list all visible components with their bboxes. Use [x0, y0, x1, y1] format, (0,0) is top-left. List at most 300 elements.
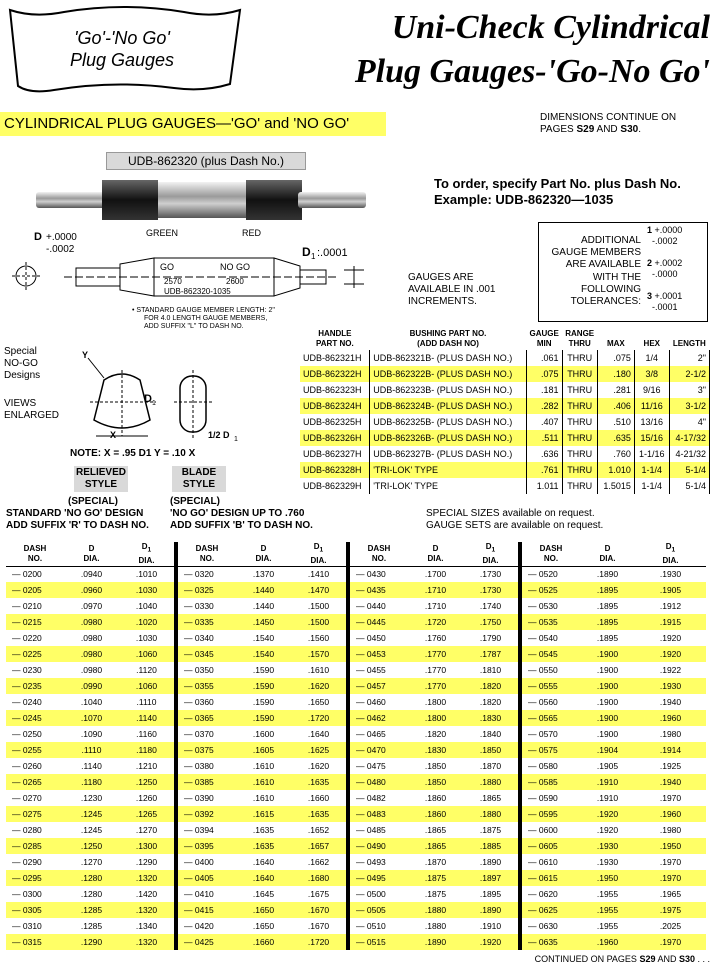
d-dia-cell: .1090 [80, 729, 103, 740]
handle-part-cell: UDB-862324H [300, 398, 370, 414]
handle-part-cell: UDB-862323H [300, 382, 370, 398]
handle-header: HANDLE PART NO. [316, 329, 354, 348]
order-line1: To order, specify Part No. plus Dash No. [434, 176, 681, 191]
dash-no-cell: — 0455 [356, 665, 386, 676]
length-cell: 3" [669, 382, 709, 398]
d-dia-cell: .1070 [64, 710, 119, 726]
handle-part-cell: UDB-862326H [300, 430, 370, 446]
d1-dia-cell: .1925 [659, 761, 682, 772]
d1-dia-cell: .1920 [635, 646, 706, 662]
d-header: D DIA. [408, 542, 463, 566]
d1-dia-cell: .1830 [463, 710, 518, 726]
length-cell: 5-1/4 [669, 478, 709, 494]
d-dia-cell: .1895 [580, 582, 635, 598]
continued-page1: S29 [639, 954, 656, 964]
bushing-part-cell: UDB-862327B- (PLUS DASH NO.) [370, 446, 527, 462]
dash-no-cell: — 0590 [528, 793, 558, 804]
d1-header: $D_1$ DIA. [635, 542, 706, 566]
hex-cell: 1-1/16 [634, 446, 669, 462]
dash-no-cell: — 0230 [12, 665, 42, 676]
d1-dia-cell: .1810 [479, 665, 502, 676]
d1-dia-cell: .1720 [291, 710, 346, 726]
d1-dia-cell: .1652 [307, 825, 330, 836]
thru-cell: THRU [562, 446, 597, 462]
d-dia-cell: .1245 [80, 825, 103, 836]
tol-intro-3: ARE AVAILABLE [565, 259, 641, 271]
dash-header: DASH NO. [6, 542, 64, 566]
d1-dia-cell: .1160 [136, 729, 157, 740]
continued-and: AND [655, 954, 679, 964]
hex-cell: 1/4 [634, 350, 669, 366]
length-cell: 5-1/4 [669, 462, 709, 478]
handle-table-row [300, 350, 710, 366]
dash-no-cell: — 0265 [6, 774, 64, 790]
dash-no-cell: — 0605 [522, 838, 580, 854]
d1-dia-cell: .1650 [307, 697, 330, 708]
d-dia-cell: .1760 [424, 633, 447, 644]
d1-dia-cell: .1865 [479, 793, 502, 804]
hex-cell: 1-1/4 [634, 478, 669, 494]
dim-note-page1: S29 [576, 124, 595, 135]
d-label: D [34, 231, 42, 243]
d1-dia-cell: .1640 [307, 729, 330, 740]
dash-no-cell: — 0400 [184, 857, 214, 868]
d1-dia-cell: .1320 [119, 934, 174, 950]
d-dia-cell: .1590 [236, 710, 291, 726]
tol-2-minus: -.0000 [652, 269, 678, 279]
handle-part-cell: UDB-862329H [300, 478, 370, 494]
dash-no-cell: — 0255 [6, 742, 64, 758]
d-dia-cell: .1270 [80, 857, 103, 868]
length-header: LENGTH [672, 339, 706, 348]
special-1: Special [4, 346, 37, 357]
dash-no-cell: — 0275 [6, 806, 64, 822]
dash-no-cell: — 0555 [522, 678, 580, 694]
dash-no-cell: — 0350 [184, 665, 214, 676]
max-header: MAX [606, 339, 625, 348]
increments-2: AVAILABLE IN .001 [408, 284, 496, 295]
d1-dia-cell: .1820 [463, 678, 518, 694]
dash-no-cell: — 0335 [178, 614, 236, 630]
d-dia-cell: .1890 [408, 934, 463, 950]
blade-design-text [170, 496, 350, 532]
hex-cell: 13/16 [634, 414, 669, 430]
dash-table-row [6, 934, 706, 950]
dash-no-cell: — 0490 [350, 838, 408, 854]
d-dia-cell: .1245 [64, 806, 119, 822]
d-dia-cell: .1900 [580, 710, 635, 726]
d-dia-cell: .1285 [80, 921, 103, 932]
banner-ribbon [4, 4, 244, 96]
max-cell: 1.5015 [597, 478, 634, 494]
d-dia-cell: .1605 [236, 742, 291, 758]
dash-no-cell: — 0240 [12, 697, 42, 708]
dash-no-cell: — 0290 [12, 857, 42, 868]
d1-dia-cell: .1657 [291, 838, 346, 854]
d1-dia-cell: .1740 [479, 601, 502, 612]
dash-no-cell: — 0585 [522, 774, 580, 790]
dash-no-cell: — 0330 [184, 601, 214, 612]
d1-dia-cell: .1914 [635, 742, 706, 758]
d-dia-cell: .1250 [64, 838, 119, 854]
d1-dia-cell: .1905 [635, 582, 706, 598]
d-dia-cell: .1960 [580, 934, 635, 950]
d-dia-cell: .1870 [424, 857, 447, 868]
dash-no-cell: — 0430 [356, 569, 386, 580]
bushing-part-cell: 'TRI-LOK' TYPE [370, 478, 527, 494]
d-dia-cell: .1280 [80, 889, 103, 900]
dash-no-cell: — 0620 [528, 889, 558, 900]
thru-cell: THRU [562, 366, 597, 382]
d-dia-cell: .1635 [252, 825, 275, 836]
dash-no-cell: — 0570 [528, 729, 558, 740]
banner-line2: Plug Gauges [69, 50, 175, 70]
dash-no-cell: — 0385 [178, 774, 236, 790]
d-dia-cell: .1955 [580, 902, 635, 918]
dash-no-cell: — 0220 [12, 633, 42, 644]
d1-dia-cell: .1500 [307, 601, 330, 612]
dash-no-cell: — 0625 [522, 902, 580, 918]
bushing-part-cell: UDB-862321B- (PLUS DASH NO.) [370, 350, 527, 366]
d1-dia-cell: .1662 [307, 857, 330, 868]
d1-dia-cell: .1920 [463, 934, 518, 950]
d1-dia-cell: .1675 [307, 889, 330, 900]
dash-no-cell: — 0295 [6, 870, 64, 886]
d1-dia-cell: .1880 [463, 774, 518, 790]
thru-cell: THRU [562, 414, 597, 430]
min-cell: .761 [526, 462, 562, 478]
dash-table-row [6, 630, 706, 646]
d-dia-cell: .1370 [252, 569, 275, 580]
dash-header: DASH NO. [350, 542, 408, 566]
blade-special: (SPECIAL) [170, 496, 220, 507]
d-dia-cell: .0980 [80, 665, 103, 676]
dash-no-cell: — 0315 [6, 934, 64, 950]
length-cell: 4-17/32 [669, 430, 709, 446]
d-dia-cell: .1820 [424, 729, 447, 740]
d-dia-cell: .1895 [580, 614, 635, 630]
bushing-part-cell: UDB-862326B- (PLUS DASH NO.) [370, 430, 527, 446]
dash-table-row [6, 582, 706, 598]
dash-no-cell: — 0425 [178, 934, 236, 950]
value-2600: 2600 [226, 277, 244, 286]
d1-dia-cell: .1020 [119, 614, 174, 630]
dash-table [6, 542, 706, 950]
dash-no-cell: — 0395 [178, 838, 236, 854]
d1-dia-cell: .1970 [659, 793, 682, 804]
dash-no-cell: — 0505 [350, 902, 408, 918]
d1-dia-cell: .1790 [479, 633, 502, 644]
d1-dia-cell: .1970 [635, 870, 706, 886]
d1-dia-cell: .1040 [135, 601, 158, 612]
d1-dia-cell: .1840 [479, 729, 502, 740]
dash-no-cell: — 0415 [178, 902, 236, 918]
d1-dia-cell: .1730 [463, 582, 518, 598]
d1-dia-cell: .1470 [291, 582, 346, 598]
d1-sub: 1 [311, 252, 316, 261]
dash-no-cell: — 0457 [350, 678, 408, 694]
d1-dia-cell: .1010 [135, 569, 158, 580]
d1-dia-cell: .1260 [135, 793, 158, 804]
dash-no-cell: — 0453 [350, 646, 408, 662]
d1-dia-cell: .1320 [119, 870, 174, 886]
handle-table-row [300, 446, 710, 462]
d-dia-cell: .0980 [64, 614, 119, 630]
d-tol-plus: +.0000 [46, 232, 77, 243]
hex-cell: 3/8 [634, 366, 669, 382]
dash-no-cell: — 0250 [12, 729, 42, 740]
d-dia-cell: .1710 [424, 601, 447, 612]
d-dia-cell: .1900 [580, 678, 635, 694]
dash-no-cell: — 0355 [178, 678, 236, 694]
increments-3: INCREMENTS. [408, 296, 477, 307]
std-line3: ADD SUFFIX 'R' TO DASH NO. [6, 520, 149, 531]
max-cell: .281 [597, 382, 634, 398]
dash-no-cell: — 0375 [178, 742, 236, 758]
d1-dia-cell: .1895 [479, 889, 502, 900]
tol-1-plus: +.0000 [654, 225, 683, 235]
d-dia-cell: .1930 [580, 838, 635, 854]
d-dia-cell: .1230 [80, 793, 103, 804]
d1-dia-cell: .1110 [136, 697, 157, 708]
d-dia-cell: .1440 [252, 601, 275, 612]
dash-no-cell: — 0475 [356, 761, 386, 772]
dash-no-cell: — 0210 [12, 601, 42, 612]
page-title [250, 6, 710, 94]
gauge-drawing [4, 228, 404, 338]
handle-table [300, 328, 710, 494]
d1-dia-cell: .1030 [135, 633, 158, 644]
d-dia-cell: .1645 [252, 889, 275, 900]
tol-intro-1: ADDITIONAL [580, 235, 641, 246]
d1-dia-cell: .1270 [135, 825, 158, 836]
d1-dia-cell: .2025 [659, 921, 682, 932]
dash-no-cell: — 0635 [522, 934, 580, 950]
green-label: GREEN [146, 228, 179, 238]
d1-dia-cell: .1140 [119, 710, 174, 726]
d1-dia-cell: .1290 [135, 857, 158, 868]
dash-no-cell: — 0615 [522, 870, 580, 886]
d-dia-cell: .1110 [64, 742, 119, 758]
dash-table-row [6, 902, 706, 918]
dash-no-cell: — 0483 [350, 806, 408, 822]
d-dia-cell: .1290 [64, 934, 119, 950]
d-tol-minus: -.0002 [46, 244, 75, 255]
dash-table-row [6, 598, 706, 614]
blade-line3: ADD SUFFIX 'B' TO DASH NO. [170, 520, 313, 531]
drawing-note-3: ADD SUFFIX "L" TO DASH NO. [144, 323, 244, 330]
special-sizes-2: GAUGE SETS are available on request. [426, 520, 604, 531]
tol-3-minus: -.0001 [652, 302, 678, 312]
d-dia-cell: .1450 [236, 614, 291, 630]
d1-dia-cell: .1880 [463, 806, 518, 822]
views-2: ENLARGED [4, 410, 60, 421]
d1-dia-cell: .1635 [291, 806, 346, 822]
d-dia-cell: .1900 [596, 665, 619, 676]
dash-no-cell: — 0470 [350, 742, 408, 758]
min-cell: .636 [526, 446, 562, 462]
dash-no-cell: — 0550 [528, 665, 558, 676]
min-cell: .407 [526, 414, 562, 430]
max-cell: .635 [597, 430, 634, 446]
d-dia-cell: .1590 [252, 697, 275, 708]
dash-no-cell: — 0525 [522, 582, 580, 598]
relieved-d1-sub: 1 [152, 400, 156, 407]
d1-dia-cell: .1030 [119, 582, 174, 598]
d1-dia-cell: .1910 [479, 921, 502, 932]
d-dia-cell: .1650 [236, 902, 291, 918]
d1-dia-cell: .1570 [291, 646, 346, 662]
hex-cell: 1-1/4 [634, 462, 669, 478]
dash-no-cell: — 0595 [522, 806, 580, 822]
tol-intro-5: FOLLOWING [580, 283, 641, 295]
d-dia-cell: .1895 [596, 601, 619, 612]
dash-table-row [6, 806, 706, 822]
d1-dia-cell: .1660 [307, 793, 330, 804]
d1-dia-cell: .1970 [659, 857, 682, 868]
d-dia-cell: .1865 [408, 838, 463, 854]
d-dia-cell: .1285 [64, 902, 119, 918]
d1-dia-cell: .1340 [135, 921, 158, 932]
d1-dia-cell: .1950 [635, 838, 706, 854]
length-cell: 4-21/32 [669, 446, 709, 462]
d1-dia-cell: .1265 [119, 806, 174, 822]
d1-dia-cell: .1940 [635, 774, 706, 790]
d-dia-cell: .1875 [424, 889, 447, 900]
max-cell: .510 [597, 414, 634, 430]
dash-no-cell: — 0410 [184, 889, 214, 900]
dash-no-cell: — 0500 [356, 889, 386, 900]
d-dia-cell: .0960 [64, 582, 119, 598]
d1-dia-cell: .1670 [291, 902, 346, 918]
dash-no-cell: — 0420 [184, 921, 214, 932]
d-dia-cell: .1850 [424, 761, 447, 772]
half-d1-sub: 1 [234, 436, 238, 443]
dim-note-end: . [638, 124, 641, 135]
d-dia-cell: .1635 [236, 838, 291, 854]
hex-header: HEX [643, 339, 660, 348]
d1-header: $D_1$ DIA. [291, 542, 346, 566]
d-dia-cell: .1880 [408, 902, 463, 918]
d1-dia-cell: .1970 [635, 934, 706, 950]
title-line1: Uni-Check Cylindrical [391, 9, 710, 46]
d-header: D DIA. [64, 542, 119, 566]
dash-no-cell: — 0360 [184, 697, 214, 708]
increments-note [408, 272, 528, 308]
dash-no-cell: — 0300 [12, 889, 42, 900]
dash-no-cell: — 0215 [6, 614, 64, 630]
d1-dia-cell: .1820 [479, 697, 502, 708]
d-dia-cell: .1890 [596, 569, 619, 580]
hex-cell: 15/16 [634, 430, 669, 446]
d-dia-cell: .1610 [252, 793, 275, 804]
dash-no-cell: — 0530 [528, 601, 558, 612]
d1-dia-cell: .1410 [307, 569, 330, 580]
dash-no-cell: — 0440 [356, 601, 386, 612]
bushing-part-cell: 'TRI-LOK' TYPE [370, 462, 527, 478]
dash-no-cell: — 0485 [356, 825, 386, 836]
d-dia-cell: .0940 [80, 569, 103, 580]
dim-note-page2: S30 [620, 124, 639, 135]
d-dia-cell: .1904 [580, 742, 635, 758]
d1-dia-cell: .1635 [291, 774, 346, 790]
d-dia-cell: .1660 [236, 934, 291, 950]
dash-no-cell: — 0540 [528, 633, 558, 644]
dash-no-cell: — 0545 [522, 646, 580, 662]
handle-table-row [300, 382, 710, 398]
d1-dia-cell: .1787 [463, 646, 518, 662]
d-dia-cell: .1280 [64, 870, 119, 886]
dash-no-cell: — 0392 [178, 806, 236, 822]
d1-dia-cell: .1060 [119, 678, 174, 694]
dash-no-cell: — 0580 [528, 761, 558, 772]
dash-table-row [6, 726, 706, 742]
d1-dia-cell: .1610 [307, 665, 330, 676]
d-dia-cell: .1700 [424, 569, 447, 580]
dash-no-cell: — 0320 [184, 569, 214, 580]
d1-dia-cell: .1420 [135, 889, 158, 900]
d-dia-cell: .1910 [596, 793, 619, 804]
max-cell: .180 [597, 366, 634, 382]
dash-table-row [6, 566, 706, 582]
dash-no-cell: — 0340 [184, 633, 214, 644]
min-cell: .511 [526, 430, 562, 446]
dash-table-row [6, 886, 706, 902]
d1-dia-cell: .1620 [291, 678, 346, 694]
dash-table-row [6, 758, 706, 774]
dash-table-row [6, 854, 706, 870]
d1-dia-cell: .1920 [659, 633, 682, 644]
blade-line2: 'NO GO' DESIGN UP TO .760 [170, 508, 305, 519]
thru-cell: THRU [562, 398, 597, 414]
d1-dia-cell: .1915 [635, 614, 706, 630]
dash-no-cell: — 0225 [6, 646, 64, 662]
d-dia-cell: .0980 [80, 633, 103, 644]
d-dia-cell: .1440 [236, 582, 291, 598]
dash-no-cell: — 0462 [350, 710, 408, 726]
d-dia-cell: .0980 [64, 646, 119, 662]
d1-dia-cell: .1670 [307, 921, 330, 932]
handle-table-row [300, 478, 710, 494]
title-line2: Plug Gauges-'Go-No Go' [354, 53, 710, 90]
tol-intro-2: GAUGE MEMBERS [551, 247, 641, 259]
d1-dia-cell: .1922 [659, 665, 682, 676]
red-label: RED [242, 228, 262, 238]
dash-no-cell: — 0245 [6, 710, 64, 726]
d-dia-cell: .1650 [252, 921, 275, 932]
d1-header: $D_1$ DIA. [119, 542, 174, 566]
d1-dia-cell: .1890 [463, 902, 518, 918]
d-header: D DIA. [580, 542, 635, 566]
d1-dia-cell: .1940 [659, 697, 682, 708]
d1-dia-cell: .1912 [659, 601, 682, 612]
bushing-part-cell: UDB-862323B- (PLUS DASH NO.) [370, 382, 527, 398]
order-line2: Example: UDB-862320—1035 [434, 192, 614, 207]
drawing-note-2: FOR 4.0 LENGTH GAUGE MEMBERS, [144, 315, 268, 322]
dash-no-cell: — 0630 [528, 921, 558, 932]
dash-no-cell: — 0200 [12, 569, 42, 580]
d1-dia-cell: .1680 [291, 870, 346, 886]
std-special: (SPECIAL) [68, 496, 118, 507]
part-number-label: UDB-862320 (plus Dash No.) [106, 152, 306, 170]
thru-cell: THRU [562, 430, 597, 446]
d1-dia-cell: .1500 [291, 614, 346, 630]
banner-line1: 'Go'-'No Go' [74, 28, 170, 48]
d1-dia-cell: .1300 [119, 838, 174, 854]
d-dia-cell: .1830 [408, 742, 463, 758]
d1-dia-cell: .1320 [119, 902, 174, 918]
d-dia-cell: .1720 [408, 614, 463, 630]
